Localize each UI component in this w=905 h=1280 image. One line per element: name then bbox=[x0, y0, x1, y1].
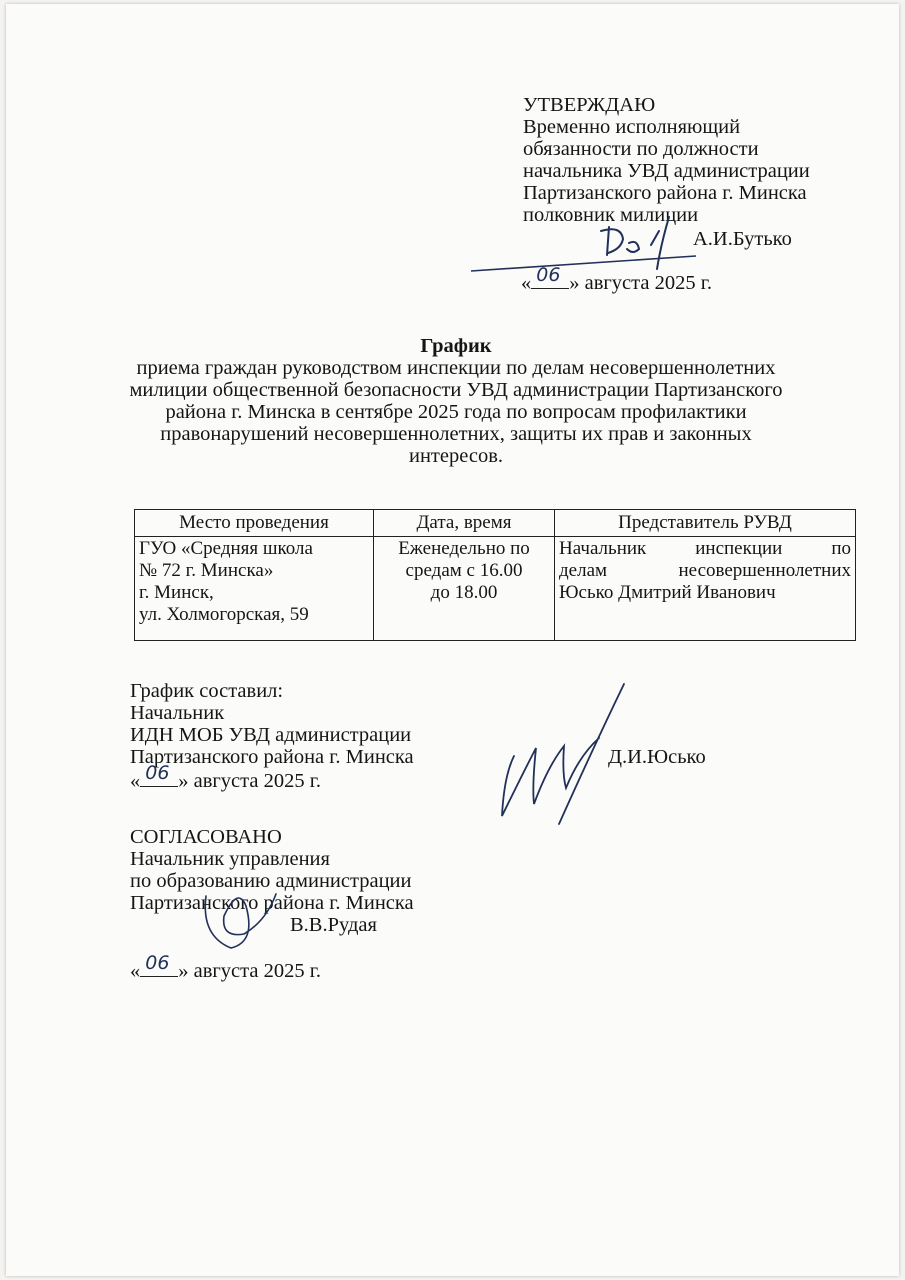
compiled-date-day: 06 bbox=[145, 762, 170, 784]
cell-rep-line: делам несовершеннолетних bbox=[559, 560, 851, 581]
approval-line: обязанности по должности bbox=[523, 138, 759, 160]
agreed-date bbox=[130, 952, 321, 982]
agreed-date-field bbox=[140, 952, 178, 977]
compiled-line: Партизанского района г. Минска bbox=[130, 746, 414, 768]
column-header-place: Место проведения bbox=[135, 510, 374, 537]
approver-name: А.И.Бутько bbox=[693, 228, 792, 250]
agreed-line: Начальник управления bbox=[130, 848, 330, 870]
title-line: района г. Минска в сентябре 2025 года по вопросам профилактики bbox=[165, 401, 747, 423]
table-header-row bbox=[135, 510, 856, 537]
compiled-line: График составил: bbox=[130, 680, 284, 702]
approval-date-day: 06 bbox=[536, 264, 561, 286]
cell-rep-line: Начальник инспекции по bbox=[559, 538, 851, 559]
title-line: приема граждан руководством инспекции по делам несовершеннолетних bbox=[136, 357, 776, 379]
agreed-date-rest: » августа 2025 г. bbox=[178, 960, 321, 982]
cell-place-line: ГУО «Средняя школа bbox=[139, 538, 313, 559]
agreed-date-day: 06 bbox=[145, 952, 170, 974]
cell-time-line: до 18.00 bbox=[430, 582, 498, 603]
title-line: милиции общественной безопасности УВД администрации Партизанского bbox=[129, 379, 783, 401]
cell-time-line: Еженедельно по bbox=[398, 538, 530, 559]
compiled-date-open: « bbox=[130, 770, 141, 792]
cell-place-line: № 72 г. Минска» bbox=[139, 560, 274, 581]
compiled-date-rest: » августа 2025 г. bbox=[178, 770, 321, 792]
agreed-name: В.В.Рудая bbox=[290, 914, 377, 936]
title-line: правонарушений несовершеннолетних, защиты их прав и законных bbox=[160, 423, 752, 445]
agreed-header: СОГЛАСОВАНО bbox=[130, 826, 282, 848]
cell-time bbox=[374, 537, 555, 641]
approval-date-open: « bbox=[521, 272, 532, 294]
approval-date bbox=[521, 264, 712, 294]
approval-line: Временно исполняющий bbox=[523, 116, 741, 138]
table-row bbox=[135, 537, 856, 641]
approval-line: Партизанского района г. Минска bbox=[523, 182, 807, 204]
compiled-date bbox=[130, 762, 321, 792]
title-line: интересов. bbox=[408, 445, 503, 467]
schedule-table bbox=[134, 509, 856, 641]
agreed-signature bbox=[186, 876, 306, 966]
cell-rep-line: Юсько Дмитрий Иванович bbox=[559, 582, 776, 603]
cell-time-line: средам с 16.00 bbox=[405, 560, 523, 581]
cell-place-line: г. Минск, bbox=[139, 582, 214, 603]
approval-date-field bbox=[531, 264, 569, 289]
approval-date-rest: » августа 2025 г. bbox=[569, 272, 712, 294]
agreed-line: по образованию администрации bbox=[130, 870, 412, 892]
compiled-date-field bbox=[140, 762, 178, 787]
cell-place-line: ул. Холмогорская, 59 bbox=[139, 604, 309, 625]
column-header-representative: Представитель РУВД bbox=[555, 510, 856, 537]
compiler-name: Д.И.Юсько bbox=[608, 746, 706, 768]
agreed-line: Партизанского района г. Минска bbox=[130, 892, 414, 914]
approval-line: полковник милиции bbox=[523, 204, 699, 226]
compiled-line: ИДН МОБ УВД администрации bbox=[130, 724, 412, 746]
compiled-line: Начальник bbox=[130, 702, 225, 724]
cell-place bbox=[135, 537, 374, 641]
column-header-time: Дата, время bbox=[374, 510, 555, 537]
cell-representative bbox=[555, 537, 856, 641]
agreed-date-open: « bbox=[130, 960, 141, 982]
approval-line: начальника УВД администрации bbox=[523, 160, 810, 182]
compiler-signature bbox=[484, 676, 644, 826]
document-title: График bbox=[420, 335, 492, 357]
document-page bbox=[6, 4, 899, 1276]
approval-header: УТВЕРЖДАЮ bbox=[523, 94, 656, 116]
